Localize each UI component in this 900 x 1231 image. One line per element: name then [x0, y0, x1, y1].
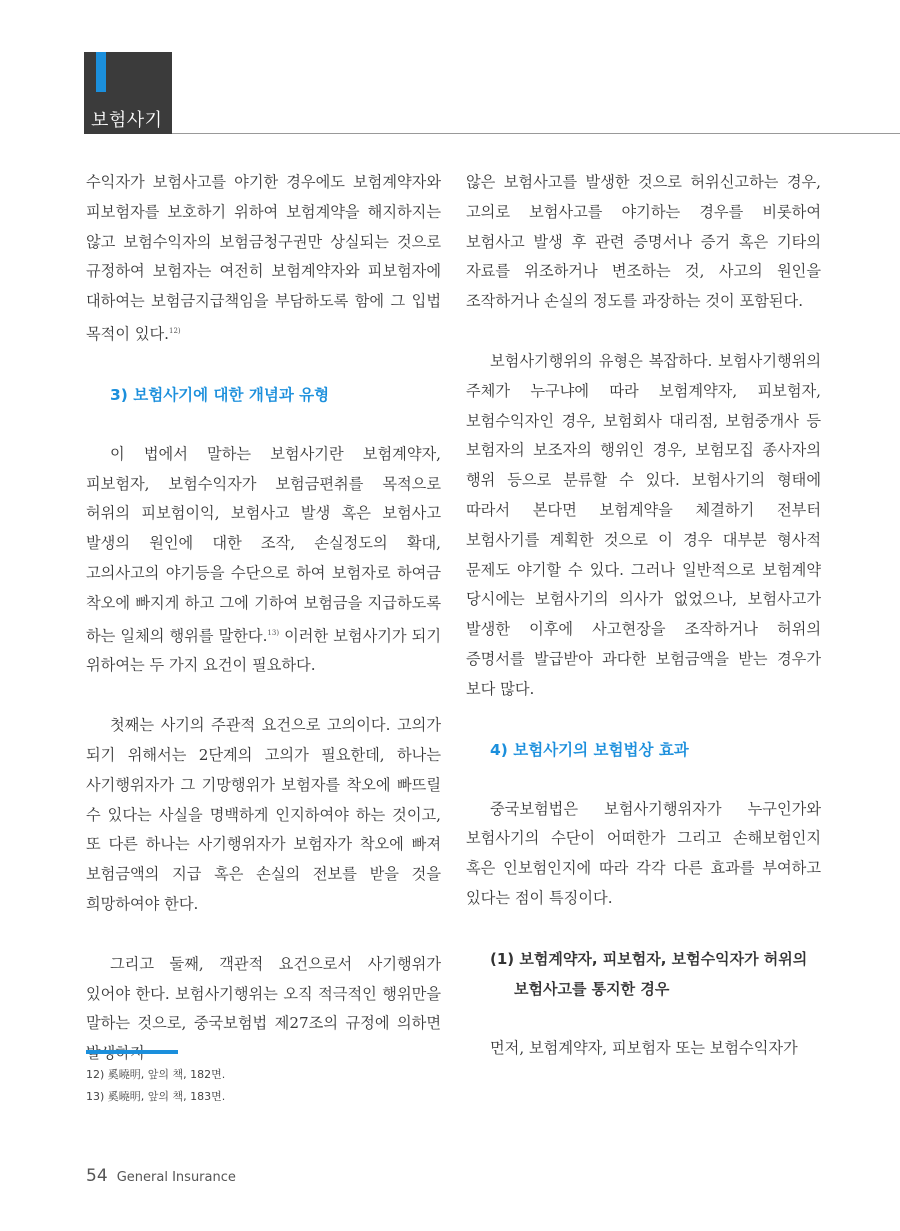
page-footer	[86, 1166, 236, 1186]
footnote-13: 13) 奚曉明, 앞의 책, 183면.	[86, 1090, 226, 1103]
section-accent-bar	[96, 52, 106, 92]
footnotes	[86, 1064, 225, 1108]
right-paragraph-2: 보험사기행위의 유형은 복잡하다. 보험사기행위의 주체가 누구냐에 따라 보험계약자, 피보험자, 보험수익자인 경우, 보험회사 대리점, 보험중개사 등 보험자의 보조자의 행위인 경우, 보험모집 종사자의 행위 등으로 분류할 수 있다. 보험사기의 형태에 따라서 본다면 보험계약을 체결하기 전부터 보험사기를 계획한 것으로 이 경우 대부분 형사적 문제도 야기할 수 있다. 그러나 일반적으로 보험계약 당시에는 보험사기의 의사가 없었으나, 보험사고가 발생한 이후에 사고현장을 조작하거나 허위의 증명서를 발급받아 과다한 보험금액을 받는 경우가 보다 많다.	[466, 351, 821, 698]
right-column	[466, 168, 821, 1064]
footnote-ref-13[interactable]: 13)	[267, 628, 280, 637]
section-heading-4: 4) 보험사기의 보험법상 효과	[490, 740, 689, 759]
left-paragraph-1: 수익자가 보험사고를 야기한 경우에도 보험계약자와 피보험자를 보호하기 위하여 보험계약을 해지하지는 않고 보험수익자의 보험금청구권만 상실되는 것으로 규정하여 보험자는 여전히 보험계약자와 피보험자에 대하여는 보험금지급책임을 부담하도록 함에 그 입법 목적이 있다.$^{12)}$	[86, 173, 441, 344]
left-paragraph-3: 첫째는 사기의 주관적 요건으로 고의이다. 고의가 되기 위해서는 2단계의 고의가 필요한데, 하나는 사기행위자가 그 기망행위가 보험자를 착오에 빠뜨릴 수 있다는 사실을 명백하게 인지하여야 하는 것이고, 또 다른 하나는 사기행위자가 보험자가 착오에 빠져 보험금액의 지급 혹은 손실의 전보를 받을 것을 희망하여야 한다.	[86, 716, 441, 914]
footnote-12: 12) 奚曉明, 앞의 책, 182면.	[86, 1068, 226, 1081]
subsection-heading-1: (1) 보험계약자, 피보험자, 보험수익자가 허위의 보험사고를 통지한 경우	[490, 949, 808, 998]
header-divider	[172, 133, 900, 134]
right-paragraph-1: 않은 보험사고를 발생한 것으로 허위신고하는 경우, 고의로 보험사고를 야기하는 경우를 비롯하여 보험사고 발생 후 관련 증명서나 증거 혹은 기타의 자료를 위조하거나 변조하는 것, 사고의 원인을 조작하거나 손실의 정도를 과장하는 것이 포함된다.	[466, 173, 821, 311]
left-column	[86, 168, 441, 1069]
publication-name: General Insurance	[116, 1170, 236, 1185]
right-paragraph-3: 중국보험법은 보험사기행위자가 누구인가와 보험사기의 수단이 어떠한가 그리고 손해보험인지 혹은 인보험인지에 따라 각각 다른 효과를 부여하고 있다는 점이 특징이다.	[466, 799, 821, 907]
footnote-divider	[86, 1050, 178, 1054]
left-paragraph-4: 그리고 둘째, 객관적 요건으로서 사기행위가 있어야 한다. 보험사기행위는 오직 적극적인 행위만을 말하는 것으로, 중국보험법 제27조의 규정에 의하면	[86, 954, 441, 1033]
left-paragraph-2: 이 법에서 말하는 보험사기란 보험계약자, 피보험자, 보험수익자가 보험금편취를 목적으로 허위의 피보험이익, 보험사고 발생 혹은 보험사고 발생의 원인에 대한 조작, 손실정도의 확대, 고의사고의 야기등을 수단으로 하여 보험자로 하여금 착오에 빠지게 하고 그에 기하여 보험금을 지급하도록 하는 일체의 행위를 말한다.$^{13)}$ 이러한 보험사기가 되기 위하여는 두 가지 요건이 필요하다.	[86, 444, 441, 675]
right-paragraph-4: 먼저, 보험계약자, 피보험자 또는 보험수익자가	[490, 1038, 798, 1057]
footnote-ref-12[interactable]: 12)	[169, 326, 181, 335]
page-number: 54	[86, 1166, 108, 1186]
section-title: 보험사기	[91, 110, 163, 131]
section-heading-3: 3) 보험사기에 대한 개념과 유형	[110, 385, 330, 404]
